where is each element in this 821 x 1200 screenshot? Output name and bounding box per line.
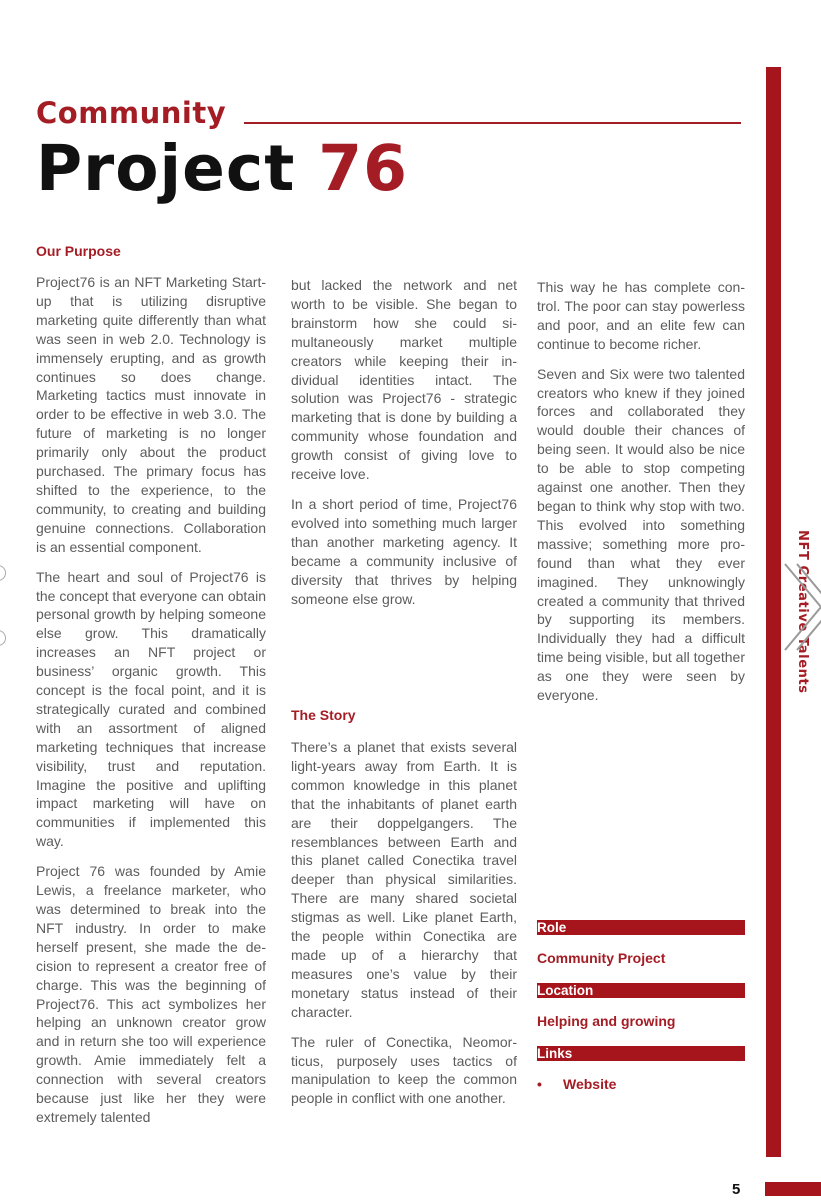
- links-label: Links: [537, 1046, 745, 1061]
- bottom-accent-bar: [765, 1182, 821, 1196]
- purpose-column: [36, 273, 266, 1138]
- vertical-section-text: NFT Creative Talents: [795, 530, 810, 694]
- paragraph: Project76 is an NFT Marketing Start-up that is utilizing disruptive marketing quite differently than what was seen in web 2.0. Technology is immensely erupting, and as growth continues so does change. Marketing tactics must innovate in order to be effective in web 3.0. The future of marketing is no longer primarily only about the product purchased. The primary focus has shifted to the experience, to the community, to creating and building genuine connections. Collaboration is an essential component.: [36, 274, 266, 555]
- website-link[interactable]: Website: [563, 1076, 617, 1092]
- paragraph: Seven and Six were two talented creators who knew if they joined forces and collaborated they would double their chances of being seen. It would also be nice to be able to stop competing against one another. Then they began to think why stop with two. This evolved into something massive; something more profound than what they ever imagined. They unknowingly created a community that thrived by supporting its members. Individually they had a difficult time being visible, but all together as one they were seen by everyone.: [537, 365, 745, 704]
- paragraph: The heart and soul of Project76 is the concept that everyone can obtain personal growth by helping someone else grow. This dramatically increases an NFT project or business’ organic growth. This concept is the focal point, and it is strategically curated and combined with an assortment of aligned marketing techniques that increase visibility, trust and reputation. Imagine the positive and uplifting impact marketing will have on communities if implemented this way.: [36, 568, 266, 850]
- right-column: [537, 278, 745, 716]
- paragraph: but lacked the network and net worth to be visible. She began to brainstorm how she could simultaneously market multiple creators while keeping their individual identities intact. The solution was Project76 - strategic marketing that is done by building a community whose foundation and growth consist of giving love to receive love.: [291, 277, 517, 483]
- chevron-decoration-icon: [783, 562, 821, 652]
- section-label: Community: [36, 96, 227, 130]
- purpose-heading: Our Purpose: [36, 243, 121, 259]
- story-column: [291, 738, 517, 1119]
- title-rule: [244, 122, 741, 124]
- bullet-icon: •: [537, 1076, 542, 1092]
- story-heading: The Story: [291, 707, 356, 723]
- middle-column: [291, 276, 517, 619]
- edge-circle-icon: [0, 565, 6, 581]
- page-number: 5: [732, 1181, 741, 1198]
- edge-circle-icon: [0, 630, 6, 646]
- title-text: Project: [36, 132, 319, 205]
- paragraph: There’s a planet that exists several light-years away from Earth. It is common knowledge in this planet that the inhabitants of planet earth are their doppelgangers. The resemblances between Earth and this planet called Conectika travel deeper than physical similarities. There are many shared societal stigmas as well. Like planet Earth, the people within Conectika are made up of a hierarchy that measures one’s value by their monetary status instead of their character.: [291, 739, 517, 1020]
- paragraph: This way he has complete control. The poor can stay powerless and poor, and an elite few can continue to become richer.: [537, 279, 745, 352]
- role-label: Role: [537, 920, 745, 935]
- page-title: [36, 132, 408, 205]
- paragraph: The ruler of Conectika, Neomorticus, purposely uses tactics of manipulation to keep the common people in conflict with one another.: [291, 1033, 517, 1107]
- right-accent-bar: [766, 67, 781, 1157]
- location-label: Location: [537, 983, 745, 998]
- paragraph: In a short period of time, Project76 evolved into something much larger than another marketing agency. It became a community inclusive of diversity that thrives by helping someone else grow.: [291, 495, 517, 607]
- title-number: 76: [318, 132, 408, 205]
- location-value: Helping and growing: [537, 1013, 676, 1029]
- paragraph: Project 76 was founded by Amie Lewis, a freelance marketer, who was determined to break into the NFT industry. In order to make herself present, she made the decision to represent a creator free of charge. This was the beginning of Project76. This act symbolizes her helping an unknown creator grow and in return she too will experience growth. Amie immediately felt a connection with several creators because just like her they were extremely talented: [36, 863, 266, 1125]
- role-value: Community Project: [537, 950, 666, 966]
